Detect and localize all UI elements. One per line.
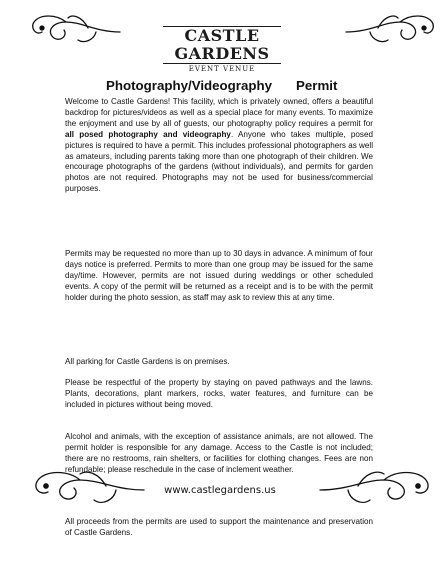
paragraph-welcome-rest: . Anyone who takes multiple, posed pictures is required to have a permit. This includes professional photographers as well as amateurs, including parents taking more than one photograph of their children. We encourage photographs of the gardens (without individuals), and permits for garden photos are not required. Photographs may not be used for business/commercial purposes. [65, 129, 373, 194]
paragraph-rules: Alcohol and animals, with the exception of assistance animals, are not allowed. The permit holder is responsible for any damage. Access to the Castle is not included; there are no restrooms, rain shelters, or facilities for clothing changes. Fees are non refundable; please reschedule in the case of inclement weather. [65, 432, 373, 474]
document-title [0, 78, 440, 96]
castle-gardens-logo [163, 26, 281, 73]
logo-main-text: CASTLE GARDENS [163, 26, 281, 64]
logo-sub-text: EVENT VENUE [188, 65, 256, 73]
title-permit: Permit [296, 78, 338, 93]
paragraph-welcome-intro: Welcome to Castle Gardens! This facility, which is privately owned, offers a beautiful backdrop for pictures/videos as well as a special place for many events. To maximize the enjoyment and use by all of guests, our photography policy requires a permit for [65, 97, 373, 128]
title-photography-videography: Photography/Videography [106, 78, 272, 93]
paragraph-respect: Please be respectful of the property by staying on paved pathways and the lawns. Plants, decorations, plant markers, rocks, water features, and furniture can be included in pictures without being moved. [65, 378, 373, 409]
top-right-flourish [344, 10, 440, 50]
website-url-text[interactable]: www.castlegardens.us [164, 485, 276, 496]
top-left-flourish [26, 10, 122, 50]
paragraph-parking: All parking for Castle Gardens is on premises. [65, 357, 230, 366]
paragraph-welcome [65, 97, 373, 195]
paragraph-welcome-bold: all posed photography and videography [65, 129, 231, 139]
paragraph-permits: Permits may be requested no more than up to 30 days in advance. A minimum of four days notice is preferred. Permits to more than one group may be issued for the same day/time. However, permits are not issued during weddings or other scheduled events. A copy of the permit will be returned as a receipt and is to be with the permit holder during the photo session, as staff may ask to review this at any time. [65, 249, 373, 302]
paragraph-proceeds: All proceeds from the permits are used to support the maintenance and preservation of Castle Gardens. [65, 517, 373, 537]
website-url[interactable] [0, 485, 440, 496]
